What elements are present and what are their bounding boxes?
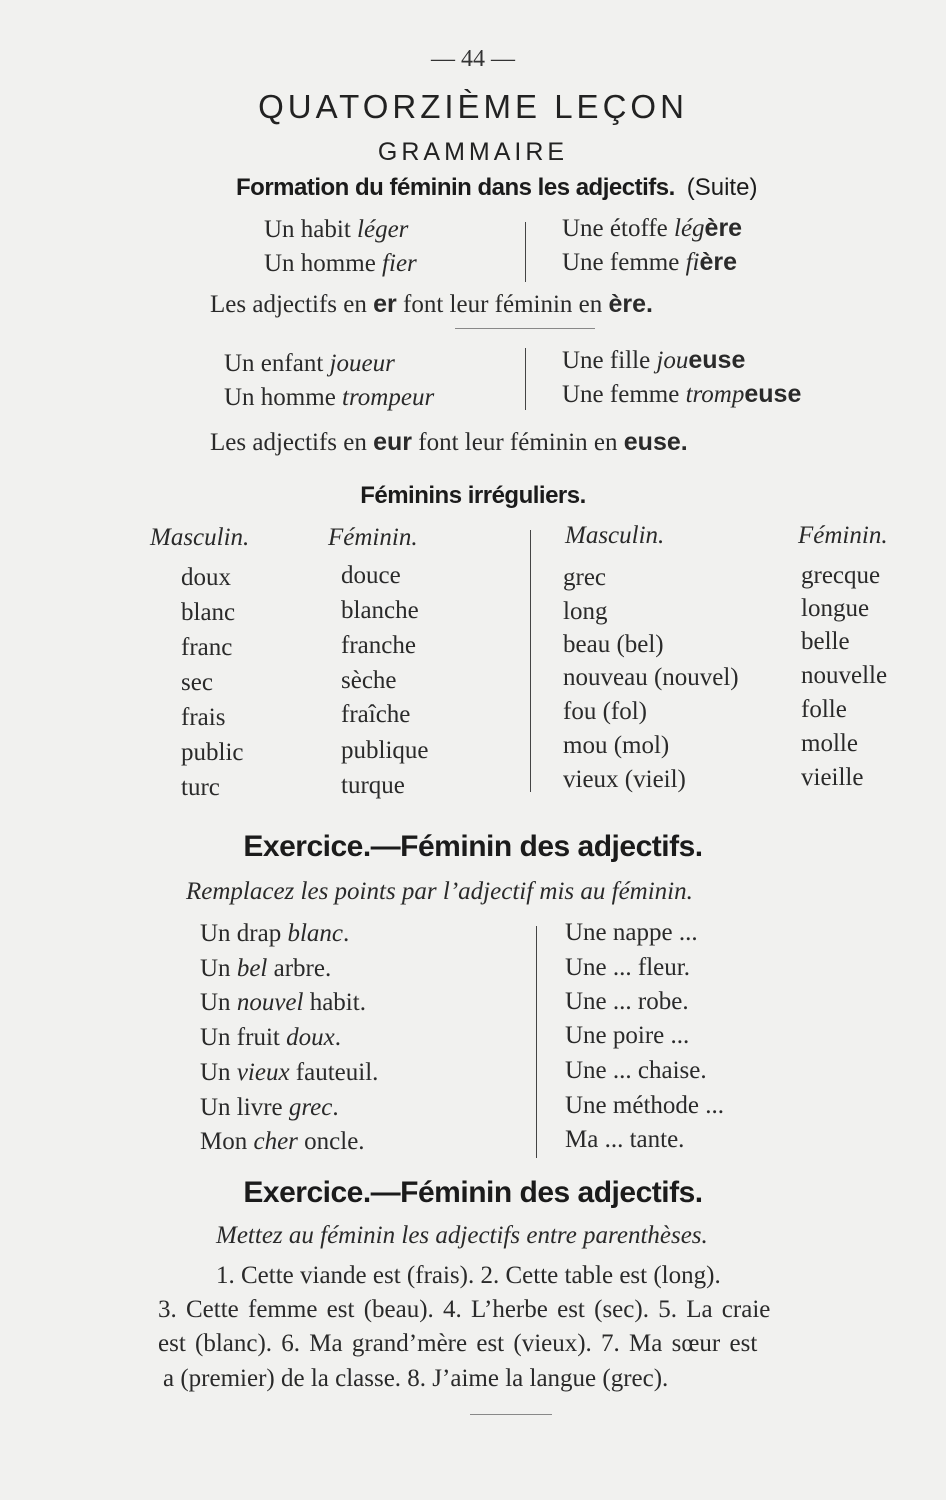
exercise1-left-item: Un bel arbre. xyxy=(200,955,332,982)
rule1-summary: Les adjectifs en er font leur féminin en ère. xyxy=(210,290,653,318)
irr-masc: mou (mol) xyxy=(563,732,670,759)
irr-fem: turque xyxy=(341,772,405,799)
irr-masc: vieux (vieil) xyxy=(563,766,686,793)
exercise1-right-item: Une ... fleur. xyxy=(565,954,690,981)
irr-fem: folle xyxy=(801,696,847,723)
irr-masc: nouveau (nouvel) xyxy=(563,664,739,691)
irr-masc: franc xyxy=(181,634,233,661)
exercise1-right-item: Une méthode ... xyxy=(565,1092,724,1119)
irr-masc: long xyxy=(563,598,608,625)
exercise2-line: est (blanc). 6. Ma grand’mère est (vieux). 7. Ma sœur est xyxy=(158,1330,758,1357)
irr-fem: longue xyxy=(801,595,870,622)
page-number: — 44 — xyxy=(431,46,515,72)
lesson-title: QUATORZIÈME LEÇON xyxy=(258,88,688,125)
exercise2-line: a (premier) de la classe. 8. J’aime la langue (grec). xyxy=(163,1365,669,1392)
irr-masc: frais xyxy=(181,704,226,731)
rule2-left-2: Un homme trompeur xyxy=(224,384,435,411)
exercise2-title: Exercice.—Féminin des adjectifs. xyxy=(243,1176,703,1209)
column-divider xyxy=(525,222,526,282)
section-title: GRAMMAIRE xyxy=(377,138,569,166)
irr-fem: franche xyxy=(341,632,416,659)
irr-fem: grecque xyxy=(801,562,881,589)
exercise1-left-item: Un drap blanc. xyxy=(200,920,350,947)
rule2-right-1: Une fille joueuse xyxy=(562,346,746,374)
irr-masc: grec xyxy=(563,564,607,591)
irr-fem: douce xyxy=(341,562,401,589)
rule2-left-1: Un enfant joueur xyxy=(224,350,395,377)
rule2-summary: Les adjectifs en eur font leur féminin en euse. xyxy=(210,428,688,456)
column-divider xyxy=(525,348,526,410)
exercise1-left-item: Un fruit doux. xyxy=(200,1024,341,1051)
exercise1-right-item: Une ... robe. xyxy=(565,988,689,1015)
irr-fem: sèche xyxy=(341,667,397,694)
exercise2-line: 3. Cette femme est (beau). 4. L’herbe est (sec). 5. La craie xyxy=(158,1296,771,1323)
exercise2-line: 1. Cette viande est (frais). 2. Cette table est (long). xyxy=(216,1262,721,1289)
irr-fem: vieille xyxy=(801,764,864,791)
rule1-left-2: Un homme fier xyxy=(264,250,417,277)
exercise1-left-item: Un livre grec. xyxy=(200,1094,339,1121)
exercise1-right-item: Une nappe ... xyxy=(565,919,698,946)
irr-masc: public xyxy=(181,739,244,766)
exercise1-left-item: Un nouvel habit. xyxy=(200,989,366,1016)
exercise1-left-item: Un vieux fauteuil. xyxy=(200,1059,379,1086)
irr-fem: publique xyxy=(341,737,429,764)
rule1-right-2: Une femme fière xyxy=(562,248,738,276)
irr-fem: belle xyxy=(801,628,850,655)
exercise1-right-item: Une ... chaise. xyxy=(565,1057,707,1084)
column-divider xyxy=(530,530,531,792)
irr-masc: sec xyxy=(181,669,213,696)
irr-masc: doux xyxy=(181,564,231,591)
irr-masc: turc xyxy=(181,774,220,801)
irr-masc: fou (fol) xyxy=(563,698,647,725)
header-masculin-right: Masculin. xyxy=(565,522,665,549)
header-feminin-right: Féminin. xyxy=(798,522,888,549)
exercise1-instruction: Remplacez les points par l’adjectif mis au féminin. xyxy=(186,878,693,905)
irregular-title: Féminins irréguliers. xyxy=(360,482,586,509)
rule1-heading xyxy=(236,174,757,202)
rule1-left-1: Un habit léger xyxy=(264,216,409,243)
exercise1-right-item: Une poire ... xyxy=(565,1022,690,1049)
header-feminin-left: Féminin. xyxy=(328,524,418,551)
rule2-right-2: Une femme trompeuse xyxy=(562,380,802,408)
irr-masc: blanc xyxy=(181,599,236,626)
end-separator xyxy=(470,1414,552,1415)
exercise1-title: Exercice.—Féminin des adjectifs. xyxy=(243,830,703,863)
exercise1-left-item: Mon cher oncle. xyxy=(200,1128,365,1155)
exercise2-instruction: Mettez au féminin les adjectifs entre parenthèses. xyxy=(216,1222,708,1249)
irr-fem: molle xyxy=(801,730,858,757)
irr-fem: nouvelle xyxy=(801,662,888,689)
header-masculin-left: Masculin. xyxy=(150,524,250,551)
rule1-suite: (Suite) xyxy=(686,174,758,201)
column-divider xyxy=(536,926,537,1158)
irr-fem: blanche xyxy=(341,597,419,624)
irr-masc: beau (bel) xyxy=(563,631,664,658)
separator xyxy=(455,328,595,329)
irr-fem: fraîche xyxy=(341,701,411,728)
rule1-title: Formation du féminin dans les adjectifs. xyxy=(236,174,675,201)
exercise1-right-item: Ma ... tante. xyxy=(565,1126,685,1153)
rule1-right-1: Une étoffe légère xyxy=(562,214,743,242)
